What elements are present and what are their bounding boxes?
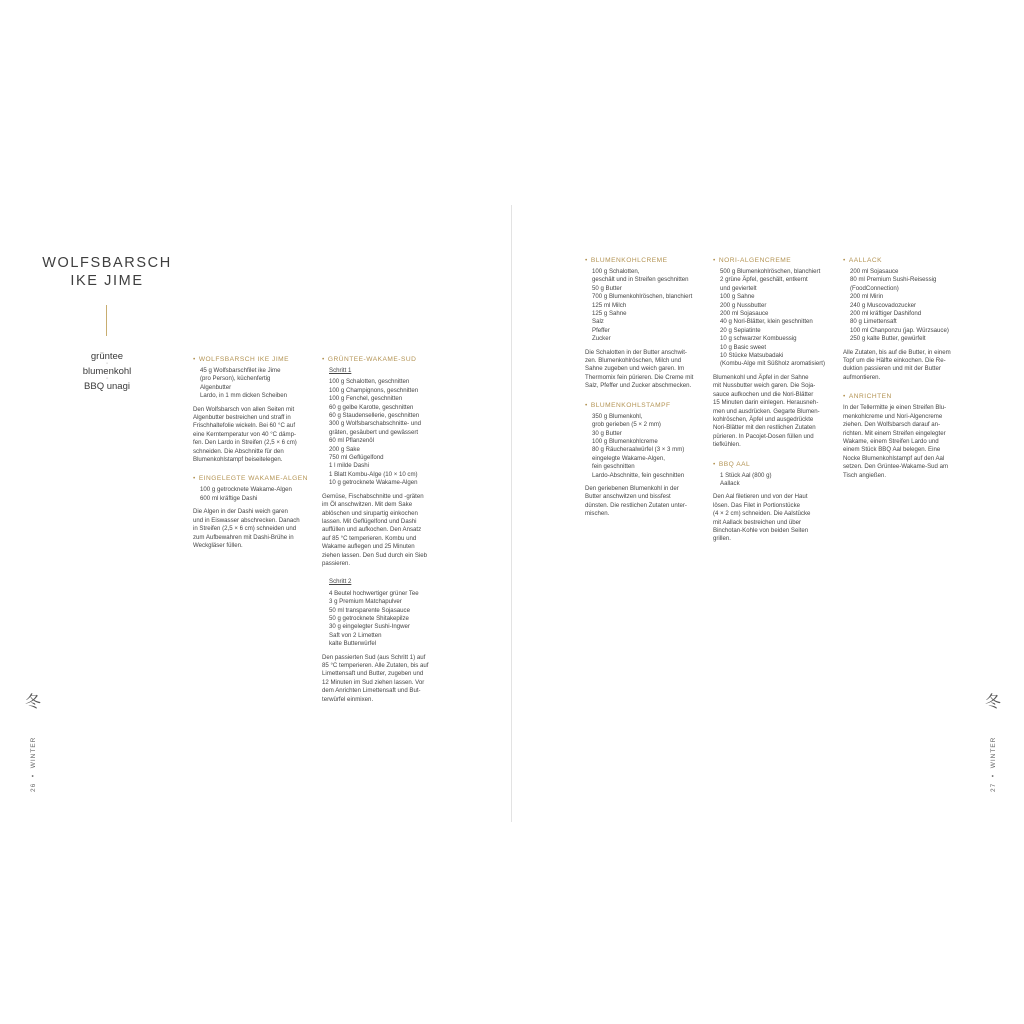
text-line: Thermomix fein pürieren. Die Creme mit — [585, 373, 694, 381]
course-list — [70, 352, 144, 391]
page-footer-vertical: 27 • WINTER — [990, 736, 997, 792]
text-line: 200 ml kräftiger Dashifond — [850, 310, 922, 318]
text-line: zen. Blumenkohlröschen, Milch und — [585, 357, 682, 365]
text-line: 500 g Blumenkohlröschen, blanchiert — [720, 268, 821, 275]
text-line: lassen. Mit Geflügelfond und Dashi — [322, 517, 417, 525]
right-column-2 — [713, 256, 838, 554]
text-line: Salz, Pfeffer und Zucker abschmecken. — [585, 382, 692, 390]
text-line: in Streifen (2,5 × 6 cm) schneiden und — [193, 525, 297, 533]
text-line: menkohlcreme und Nori-Algencreme — [843, 412, 943, 420]
right-column-1 — [585, 256, 705, 529]
text-line: ziehen. Den Wolfsbarsch darauf an- — [843, 421, 941, 429]
text-line: 40 g Nori-Blätter, klein geschnitten — [720, 318, 813, 326]
ingredient-list — [322, 378, 447, 487]
text-line: 200 g Nussbutter — [720, 301, 767, 309]
text-line: (Kombu-Alge mit Süßholz aromatisiert) — [720, 360, 825, 368]
text-line: 125 ml Milch — [592, 301, 627, 309]
method-text — [713, 374, 838, 450]
text-line: Gemüse, Fischabschnitte und -gräten — [322, 492, 424, 500]
text-line: mischen. — [585, 510, 610, 518]
text-line: Sahne zugeben und weich garen. Im — [585, 365, 685, 373]
text-line: 80 ml Premium Sushi-Reisessig — [850, 276, 937, 284]
gold-divider — [106, 305, 107, 336]
text-line: Binchotan-Kohle von beiden Seiten — [713, 526, 809, 534]
text-line: 1 l milde Dashi — [329, 462, 369, 470]
text-line: 100 g Schalotten, — [592, 268, 640, 275]
text-line: 100 g Blumenkohlcreme — [592, 437, 658, 445]
right-page — [512, 0, 1024, 1024]
text-line: 30 g eingelegter Sushi-Ingwer — [329, 623, 410, 631]
text-line: grob gerieben (5 × 2 mm) — [592, 421, 661, 429]
text-line: 45 g Wolfsbarschfilet ike Jime — [200, 367, 281, 374]
text-line: Weckgläser füllen. — [193, 541, 243, 549]
text-line: Den geriebenen Blumenkohl in der — [585, 484, 679, 492]
text-line: 100 g Schalotten, geschnitten — [329, 378, 410, 386]
text-line: kalte Butterwürfel — [329, 640, 377, 648]
ingredient-list — [713, 268, 838, 369]
winter-kanji-icon: 冬 — [984, 692, 1001, 711]
text-line: Den passierten Sud (aus Schritt 1) auf — [322, 653, 426, 661]
ingredient-list — [585, 268, 705, 344]
method-text — [843, 349, 968, 383]
method-text — [193, 406, 313, 465]
text-line: und in Eiswasser abschrecken. Danach — [193, 516, 300, 524]
text-line: 85 °C temperieren. Alle Zutaten, bis auf — [322, 662, 429, 669]
text-line: Saft von 2 Limetten — [329, 631, 382, 639]
section-heading: • WOLFSBARSCH IKE JIME — [193, 356, 290, 363]
text-line: 200 ml Sojasauce — [850, 268, 899, 275]
text-line: fein geschnitten — [592, 463, 635, 471]
text-line: 240 g Muscovadozucker — [850, 301, 917, 309]
text-line: terwürfel einmixen. — [322, 695, 374, 703]
section-heading: • NORI-ALGENCREME — [713, 257, 792, 264]
text-line: Salz — [592, 318, 604, 326]
text-line: 60 g Staudensellerie, geschnitten — [329, 412, 420, 420]
text-line: 60 ml Pflanzenöl — [329, 437, 375, 445]
text-line: (pro Person), küchenfertig — [200, 375, 271, 383]
text-line: Frischhaltefolie wickeln. Bei 60 °C auf — [193, 422, 296, 430]
ingredient-list — [322, 590, 447, 649]
text-line: Aallack — [720, 479, 740, 487]
section-heading: • ANRICHTEN — [843, 393, 892, 401]
text-line: Wakame, einem Streifen Lardo und — [843, 437, 939, 445]
text-line: kohlröschen, Äpfel und ausgedrückte — [713, 415, 814, 423]
text-line: 30 g Butter — [592, 429, 622, 437]
season-kanji — [984, 694, 1002, 712]
text-line: Lardo, in 1 mm dicken Scheiben — [200, 392, 288, 400]
text-line: 600 ml kräftige Dashi — [200, 494, 258, 502]
text-line: Alle Zutaten, bis auf die Butter, in einem — [843, 348, 951, 356]
text-line: dünsten. Die restlichen Zutaten unter- — [585, 501, 687, 509]
course-item: grüntee — [90, 351, 124, 362]
text-line: (4 × 2 cm) schneiden. Die Aalstücke — [713, 510, 811, 518]
text-line: zum Aufbewahren mit Dashi-Brühe in — [193, 533, 294, 541]
text-line: 80 g Räucheraalwürfel (3 × 3 mm) — [592, 446, 685, 454]
text-line: 2 grüne Äpfel, geschält, entkernt — [720, 276, 808, 284]
text-line: mit Aallack bestreichen und über — [713, 518, 802, 526]
method-text — [843, 404, 968, 480]
method-text — [322, 493, 447, 569]
step-label: Schritt 1 — [329, 367, 352, 374]
ingredient-list — [713, 472, 838, 489]
text-line: pürieren. In Pacojet-Dosen füllen und — [713, 432, 814, 440]
text-line: 10 Stücke Matsubadaki — [720, 352, 784, 360]
ingredient-list — [843, 268, 968, 344]
text-line: Den Aal filetieren und von der Haut — [713, 493, 808, 501]
text-line: Lardo-Abschnitte, fein geschnitten — [592, 471, 685, 479]
section-heading: • BBQ AAL — [713, 460, 751, 468]
text-line: 10 g Basic sweet — [720, 343, 767, 351]
text-line: Die Algen in der Dashi weich garen — [193, 508, 288, 516]
section-heading: • AALLACK — [843, 257, 883, 264]
text-line: im Öl anschwitzen. Mit dem Sake — [322, 501, 413, 509]
text-line: grillen. — [713, 535, 731, 543]
text-line: und geviertelt — [720, 284, 757, 292]
text-line: 750 ml Geflügelfond — [329, 454, 384, 462]
text-line: 3 g Premium Matchapulver — [329, 598, 402, 606]
title-line-2: IKE JIME — [70, 273, 144, 289]
text-line: fen. Den Lardo in Streifen (2,5 × 6 cm) — [193, 439, 297, 447]
text-line: 4 Beutel hochwertiger grüner Tee — [329, 589, 419, 597]
text-line: men und ausdrücken. Gegarte Blumen- — [713, 407, 820, 415]
right-column-3 — [843, 256, 968, 490]
text-line: auffüllen und aufkochen. Den Ansatz — [322, 526, 422, 534]
text-line: ziehen lassen. Den Sud durch ein Sieb — [322, 551, 428, 559]
ingredient-list — [193, 486, 313, 503]
text-line: Zucker — [592, 335, 611, 343]
text-line: 100 g Sahne — [720, 293, 755, 301]
text-line: schneiden. Die Abschnitte für den — [193, 447, 284, 455]
text-line: 100 g getrocknete Wakame-Algen — [200, 486, 292, 494]
method-text — [322, 654, 447, 704]
text-line: 80 g Limettensaft — [850, 318, 897, 326]
season-kanji — [24, 694, 42, 712]
text-line: Blumenkohl und Äpfel in der Sahne — [713, 373, 809, 381]
text-line: 15 Minuten darin einlegen. Herausneh- — [713, 399, 819, 407]
text-line: sauce aufkochen und die Nori-Blätter — [713, 390, 814, 398]
text-line: 10 g getrocknete Wakame-Algen — [329, 479, 418, 487]
method-text — [713, 493, 838, 543]
left-column-2 — [322, 355, 447, 714]
text-line: eingelegte Wakame-Algen, — [592, 454, 665, 462]
text-line: Algenbutter — [200, 383, 232, 391]
text-line: 12 Minuten im Sud ziehen lassen. Vor — [322, 678, 425, 686]
text-line: 60 g gelbe Karotte, geschnitten — [329, 403, 414, 411]
text-line: Topf um die Hälfte einkochen. Die Re- — [843, 357, 946, 365]
separator-dot: · — [105, 375, 109, 382]
text-line: setzen. Den Grüntee-Wakame-Sud am — [843, 463, 949, 471]
text-line: 200 ml Mirin — [850, 293, 884, 301]
text-line: In der Tellermitte je einen Streifen Blu- — [843, 404, 947, 412]
text-line: Limettensaft und Butter, zugeben und — [322, 670, 424, 678]
separator-dot: · — [105, 360, 109, 367]
ingredient-list — [193, 367, 313, 401]
text-line: aufmontieren. — [843, 373, 881, 381]
text-line: 300 g Wolfsbarschabschnitte- und — [329, 420, 422, 428]
text-line: duktion passieren und mit der Butter — [843, 365, 941, 373]
text-line: dem Anrichten Limettensaft und But- — [322, 687, 421, 695]
text-line: 50 g getrocknete Shitakepilze — [329, 614, 409, 622]
text-line: 250 g kalte Butter, gewürfelt — [850, 335, 926, 343]
text-line: 50 ml transparente Sojasauce — [329, 606, 410, 614]
winter-kanji-icon: 冬 — [24, 692, 41, 711]
course-item: blumenkohl — [82, 366, 132, 377]
text-line: Pfeffer — [592, 326, 610, 334]
page-number: 27 — [990, 782, 997, 792]
section-heading: • EINGELEGTE WAKAME-ALGEN — [193, 475, 308, 483]
text-line: 1 Blatt Kombu-Alge (10 × 10 cm) — [329, 470, 418, 478]
text-line: 10 g schwarzer Kombuessig — [720, 335, 797, 343]
text-line: Nocke Blumenkohlstampf auf den Aal — [843, 454, 945, 462]
text-line: 100 g Champignons, geschnitten — [329, 386, 419, 394]
section-heading: • BLUMENKOHLSTAMPF — [585, 401, 671, 409]
text-line: Die Schalotten in der Butter anschwit- — [585, 348, 687, 356]
text-line: lösen. Das Filet in Portionstücke — [713, 501, 801, 509]
text-line: Butter anschwitzen und bissfest — [585, 493, 671, 501]
method-text — [193, 508, 313, 550]
method-text — [585, 349, 705, 391]
text-line: 350 g Blumenkohl, — [592, 412, 643, 420]
section-label: WINTER — [990, 736, 997, 769]
text-line: 100 g Fenchel, geschnitten — [329, 395, 403, 403]
section-heading: • BLUMENKOHLCREME — [585, 257, 668, 264]
section-label: WINTER — [30, 736, 37, 769]
text-line: Tisch angießen. — [843, 471, 887, 479]
text-line: passieren. — [322, 559, 351, 567]
title-line-1: WOLFSBARSCH — [42, 255, 172, 271]
page-number: 26 — [30, 782, 37, 792]
text-line: 700 g Blumenkohlröschen, blanchiert — [592, 293, 693, 301]
text-line: 200 ml Sojasauce — [720, 310, 769, 318]
recipe-title — [30, 254, 184, 290]
course-item: BBQ unagi — [84, 381, 130, 392]
text-line: Nori-Blätter mit den restlichen Zutaten — [713, 424, 816, 432]
left-column-1 — [193, 355, 313, 560]
text-line: Blumenkohlstampf beiseitelegen. — [193, 456, 283, 464]
method-text — [585, 485, 705, 519]
text-line: Algenbutter bestreichen und straff in — [193, 414, 291, 422]
text-line: geschält und in Streifen geschnitten — [592, 276, 689, 284]
text-line: gräten, gesäubert und gewässert — [329, 428, 419, 436]
text-line: auf 85 °C temperieren. Kombu und — [322, 534, 417, 542]
text-line: Wakame auflegen und 25 Minuten — [322, 543, 415, 551]
text-line: 20 g Sepiatinte — [720, 326, 761, 334]
section-heading: • GRÜNTEE-WAKAME-SUD — [322, 356, 417, 363]
text-line: 1 Stück Aal (800 g) — [720, 471, 772, 479]
text-line: 125 g Sahne — [592, 310, 627, 318]
text-line: tiefkühlen. — [713, 441, 741, 449]
text-line: Den Wolfsbarsch von allen Seiten mit — [193, 405, 295, 413]
text-line: 200 g Sake — [329, 445, 360, 453]
text-line: einem Stück BBQ Aal belegen. Eine — [843, 446, 941, 454]
ingredient-list — [585, 413, 705, 480]
text-line: 50 g Butter — [592, 284, 622, 292]
text-line: ablöschen und sirupartig einkochen — [322, 509, 418, 517]
text-line: richten. Mit einem Streifen eingelegter — [843, 429, 946, 437]
text-line: (FoodConnection) — [850, 284, 899, 292]
page-footer-vertical: 26 • WINTER — [30, 736, 37, 792]
text-line: 100 ml Chanponzu (jap. Würzsauce) — [850, 326, 949, 334]
step-label: Schritt 2 — [329, 578, 352, 586]
text-line: mit Nussbutter weich garen. Die Soja- — [713, 382, 816, 390]
text-line: eine Kerntemperatur von 40 °C dämp- — [193, 430, 297, 438]
